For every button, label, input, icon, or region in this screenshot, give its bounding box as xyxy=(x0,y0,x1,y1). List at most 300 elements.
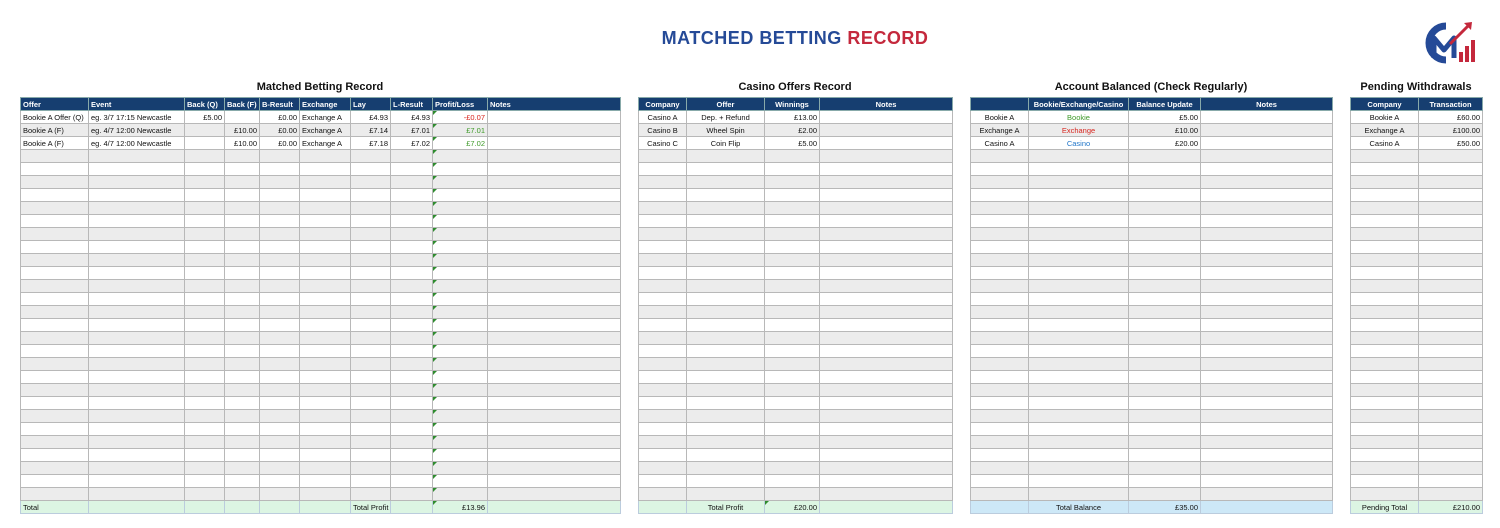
balance-cell[interactable] xyxy=(1129,319,1201,332)
betting-cell[interactable]: Exchange A xyxy=(300,124,351,137)
betting-cell[interactable] xyxy=(351,306,391,319)
balance-cell[interactable] xyxy=(1029,462,1129,475)
betting-cell[interactable] xyxy=(351,371,391,384)
betting-cell[interactable] xyxy=(89,280,185,293)
betting-cell[interactable] xyxy=(185,176,225,189)
casino-cell[interactable] xyxy=(639,280,687,293)
betting-cell[interactable] xyxy=(351,475,391,488)
casino-cell[interactable] xyxy=(687,371,765,384)
betting-cell[interactable] xyxy=(391,488,433,501)
balance-cell[interactable] xyxy=(971,254,1029,267)
betting-cell[interactable] xyxy=(351,241,391,254)
betting-cell[interactable] xyxy=(433,475,488,488)
balance-cell[interactable] xyxy=(1201,462,1333,475)
withdrawals-cell[interactable] xyxy=(1351,254,1419,267)
betting-cell[interactable]: £7.18 xyxy=(351,137,391,150)
casino-cell[interactable]: £13.00 xyxy=(765,111,820,124)
betting-cell[interactable] xyxy=(185,488,225,501)
betting-cell[interactable] xyxy=(433,319,488,332)
balance-cell[interactable] xyxy=(1201,332,1333,345)
betting-cell[interactable] xyxy=(21,228,89,241)
withdrawals-cell[interactable] xyxy=(1419,189,1483,202)
betting-cell[interactable] xyxy=(300,306,351,319)
betting-cell[interactable]: £7.02 xyxy=(391,137,433,150)
casino-cell[interactable] xyxy=(687,176,765,189)
betting-cell[interactable] xyxy=(225,384,260,397)
betting-cell[interactable] xyxy=(260,371,300,384)
betting-cell[interactable] xyxy=(488,150,621,163)
betting-cell[interactable] xyxy=(89,319,185,332)
balance-cell[interactable] xyxy=(971,488,1029,501)
betting-cell[interactable]: Bookie A Offer (Q) xyxy=(21,111,89,124)
betting-cell[interactable] xyxy=(225,280,260,293)
betting-cell[interactable] xyxy=(185,150,225,163)
betting-cell[interactable] xyxy=(89,436,185,449)
balance-cell[interactable] xyxy=(971,215,1029,228)
betting-cell[interactable] xyxy=(89,371,185,384)
betting-cell[interactable] xyxy=(21,189,89,202)
balance-cell[interactable] xyxy=(1201,137,1333,150)
betting-cell[interactable] xyxy=(300,267,351,280)
betting-cell[interactable] xyxy=(391,202,433,215)
casino-cell[interactable] xyxy=(820,228,953,241)
withdrawals-cell[interactable] xyxy=(1419,280,1483,293)
betting-cell[interactable] xyxy=(351,410,391,423)
casino-cell[interactable] xyxy=(687,254,765,267)
casino-cell[interactable]: £2.00 xyxy=(765,124,820,137)
balance-cell[interactable] xyxy=(971,358,1029,371)
betting-cell[interactable] xyxy=(351,163,391,176)
betting-cell[interactable] xyxy=(89,215,185,228)
casino-cell[interactable] xyxy=(687,436,765,449)
betting-cell[interactable]: £7.01 xyxy=(433,124,488,137)
balance-cell[interactable] xyxy=(1201,384,1333,397)
betting-cell[interactable] xyxy=(185,124,225,137)
betting-cell[interactable] xyxy=(225,306,260,319)
withdrawals-cell[interactable] xyxy=(1419,436,1483,449)
balance-cell[interactable] xyxy=(1129,306,1201,319)
balance-cell[interactable] xyxy=(1029,319,1129,332)
balance-cell[interactable] xyxy=(1129,371,1201,384)
withdrawals-cell[interactable]: Casino A xyxy=(1351,137,1419,150)
casino-cell[interactable]: Dep. + Refund xyxy=(687,111,765,124)
balance-cell[interactable] xyxy=(1129,228,1201,241)
balance-cell[interactable] xyxy=(1129,410,1201,423)
betting-cell[interactable] xyxy=(225,462,260,475)
betting-cell[interactable] xyxy=(89,423,185,436)
withdrawals-cell[interactable] xyxy=(1351,488,1419,501)
casino-cell[interactable] xyxy=(639,189,687,202)
betting-cell[interactable] xyxy=(260,475,300,488)
withdrawals-cell[interactable] xyxy=(1351,189,1419,202)
betting-cell[interactable] xyxy=(185,293,225,306)
balance-cell[interactable] xyxy=(1029,436,1129,449)
casino-cell[interactable] xyxy=(639,410,687,423)
balance-cell[interactable]: Bookie xyxy=(1029,111,1129,124)
betting-cell[interactable] xyxy=(391,462,433,475)
betting-cell[interactable] xyxy=(21,384,89,397)
betting-cell[interactable] xyxy=(225,319,260,332)
casino-cell[interactable] xyxy=(639,423,687,436)
betting-cell[interactable] xyxy=(300,332,351,345)
casino-cell[interactable] xyxy=(639,475,687,488)
betting-cell[interactable] xyxy=(260,319,300,332)
casino-cell[interactable] xyxy=(820,124,953,137)
betting-cell[interactable] xyxy=(89,254,185,267)
betting-cell[interactable] xyxy=(391,423,433,436)
casino-cell[interactable] xyxy=(639,436,687,449)
betting-cell[interactable] xyxy=(391,397,433,410)
betting-cell[interactable] xyxy=(260,384,300,397)
balance-cell[interactable] xyxy=(1029,488,1129,501)
betting-cell[interactable] xyxy=(260,267,300,280)
betting-cell[interactable] xyxy=(185,215,225,228)
betting-cell[interactable] xyxy=(391,215,433,228)
casino-cell[interactable] xyxy=(765,202,820,215)
betting-cell[interactable] xyxy=(351,202,391,215)
betting-cell[interactable] xyxy=(260,202,300,215)
balance-cell[interactable] xyxy=(1029,202,1129,215)
balance-cell[interactable] xyxy=(1201,488,1333,501)
betting-cell[interactable] xyxy=(225,254,260,267)
betting-cell[interactable] xyxy=(351,449,391,462)
betting-cell[interactable] xyxy=(185,436,225,449)
balance-cell[interactable] xyxy=(971,384,1029,397)
withdrawals-cell[interactable] xyxy=(1351,436,1419,449)
balance-cell[interactable] xyxy=(971,371,1029,384)
betting-cell[interactable] xyxy=(21,306,89,319)
casino-cell[interactable] xyxy=(687,189,765,202)
betting-cell[interactable] xyxy=(391,293,433,306)
balance-cell[interactable] xyxy=(1201,345,1333,358)
balance-cell[interactable] xyxy=(1201,189,1333,202)
balance-cell[interactable]: Exchange xyxy=(1029,124,1129,137)
balance-cell[interactable] xyxy=(1029,358,1129,371)
casino-cell[interactable] xyxy=(820,293,953,306)
betting-cell[interactable] xyxy=(260,163,300,176)
betting-cell[interactable] xyxy=(391,345,433,358)
betting-cell[interactable] xyxy=(89,306,185,319)
betting-cell[interactable] xyxy=(260,397,300,410)
betting-cell[interactable] xyxy=(21,488,89,501)
betting-cell[interactable] xyxy=(225,332,260,345)
betting-cell[interactable] xyxy=(260,462,300,475)
betting-cell[interactable] xyxy=(21,423,89,436)
betting-cell[interactable]: £0.00 xyxy=(260,124,300,137)
balance-cell[interactable] xyxy=(1129,462,1201,475)
betting-cell[interactable] xyxy=(225,423,260,436)
casino-cell[interactable] xyxy=(639,176,687,189)
balance-cell[interactable] xyxy=(1029,449,1129,462)
betting-cell[interactable] xyxy=(89,241,185,254)
betting-cell[interactable] xyxy=(391,228,433,241)
betting-cell[interactable]: Exchange A xyxy=(300,111,351,124)
casino-cell[interactable] xyxy=(765,254,820,267)
betting-cell[interactable] xyxy=(225,176,260,189)
betting-cell[interactable] xyxy=(185,449,225,462)
betting-cell[interactable] xyxy=(391,410,433,423)
betting-cell[interactable] xyxy=(225,410,260,423)
balance-cell[interactable] xyxy=(1201,111,1333,124)
betting-cell[interactable]: £10.00 xyxy=(225,124,260,137)
balance-cell[interactable] xyxy=(1201,150,1333,163)
betting-cell[interactable] xyxy=(225,111,260,124)
casino-cell[interactable]: £5.00 xyxy=(765,137,820,150)
betting-cell[interactable] xyxy=(225,345,260,358)
betting-cell[interactable] xyxy=(488,488,621,501)
betting-cell[interactable] xyxy=(351,345,391,358)
betting-cell[interactable] xyxy=(433,306,488,319)
betting-cell[interactable] xyxy=(488,163,621,176)
betting-cell[interactable] xyxy=(225,267,260,280)
betting-cell[interactable] xyxy=(300,150,351,163)
betting-cell[interactable] xyxy=(488,137,621,150)
betting-cell[interactable] xyxy=(185,345,225,358)
withdrawals-cell[interactable] xyxy=(1419,332,1483,345)
balance-cell[interactable] xyxy=(1029,397,1129,410)
casino-cell[interactable] xyxy=(765,163,820,176)
betting-cell[interactable] xyxy=(351,332,391,345)
betting-cell[interactable] xyxy=(300,488,351,501)
betting-cell[interactable] xyxy=(488,215,621,228)
betting-cell[interactable] xyxy=(260,410,300,423)
withdrawals-cell[interactable] xyxy=(1351,215,1419,228)
betting-cell[interactable] xyxy=(21,410,89,423)
betting-cell[interactable] xyxy=(260,449,300,462)
casino-cell[interactable] xyxy=(765,384,820,397)
balance-cell[interactable] xyxy=(1201,371,1333,384)
betting-cell[interactable] xyxy=(351,397,391,410)
balance-cell[interactable]: £10.00 xyxy=(1129,124,1201,137)
betting-cell[interactable] xyxy=(21,241,89,254)
betting-cell[interactable] xyxy=(488,189,621,202)
balance-cell[interactable] xyxy=(1129,358,1201,371)
casino-cell[interactable] xyxy=(820,397,953,410)
balance-cell[interactable] xyxy=(971,306,1029,319)
withdrawals-cell[interactable] xyxy=(1419,371,1483,384)
casino-cell[interactable] xyxy=(687,228,765,241)
betting-cell[interactable] xyxy=(225,163,260,176)
betting-cell[interactable] xyxy=(351,319,391,332)
betting-cell[interactable] xyxy=(89,150,185,163)
withdrawals-cell[interactable] xyxy=(1419,462,1483,475)
betting-cell[interactable] xyxy=(185,241,225,254)
balance-cell[interactable]: Casino A xyxy=(971,137,1029,150)
casino-cell[interactable] xyxy=(687,410,765,423)
betting-cell[interactable] xyxy=(260,358,300,371)
withdrawals-cell[interactable] xyxy=(1351,384,1419,397)
betting-cell[interactable] xyxy=(89,293,185,306)
balance-cell[interactable] xyxy=(971,228,1029,241)
betting-cell[interactable] xyxy=(21,475,89,488)
betting-cell[interactable] xyxy=(391,384,433,397)
casino-cell[interactable] xyxy=(765,332,820,345)
balance-cell[interactable] xyxy=(1201,202,1333,215)
betting-cell[interactable] xyxy=(21,254,89,267)
balance-cell[interactable] xyxy=(1129,449,1201,462)
betting-cell[interactable] xyxy=(488,293,621,306)
betting-cell[interactable] xyxy=(488,423,621,436)
betting-cell[interactable] xyxy=(488,449,621,462)
casino-cell[interactable] xyxy=(639,345,687,358)
betting-cell[interactable] xyxy=(185,228,225,241)
withdrawals-cell[interactable] xyxy=(1419,176,1483,189)
casino-cell[interactable] xyxy=(820,202,953,215)
betting-cell[interactable] xyxy=(89,488,185,501)
balance-cell[interactable] xyxy=(1029,293,1129,306)
betting-cell[interactable] xyxy=(433,163,488,176)
betting-cell[interactable] xyxy=(433,358,488,371)
betting-cell[interactable] xyxy=(300,397,351,410)
betting-cell[interactable] xyxy=(185,306,225,319)
withdrawals-cell[interactable] xyxy=(1351,293,1419,306)
balance-cell[interactable] xyxy=(1029,163,1129,176)
betting-cell[interactable] xyxy=(433,241,488,254)
withdrawals-cell[interactable] xyxy=(1419,449,1483,462)
betting-cell[interactable] xyxy=(300,280,351,293)
betting-cell[interactable] xyxy=(391,241,433,254)
betting-cell[interactable] xyxy=(351,176,391,189)
withdrawals-cell[interactable] xyxy=(1419,241,1483,254)
casino-cell[interactable] xyxy=(765,436,820,449)
betting-cell[interactable] xyxy=(260,293,300,306)
balance-cell[interactable] xyxy=(1129,475,1201,488)
casino-cell[interactable] xyxy=(820,449,953,462)
casino-cell[interactable] xyxy=(639,215,687,228)
betting-cell[interactable] xyxy=(225,397,260,410)
betting-cell[interactable] xyxy=(300,202,351,215)
balance-cell[interactable] xyxy=(971,150,1029,163)
casino-cell[interactable] xyxy=(687,267,765,280)
betting-cell[interactable] xyxy=(351,267,391,280)
betting-cell[interactable] xyxy=(433,189,488,202)
casino-cell[interactable]: Wheel Spin xyxy=(687,124,765,137)
betting-cell[interactable] xyxy=(351,358,391,371)
betting-cell[interactable] xyxy=(391,163,433,176)
casino-cell[interactable] xyxy=(639,202,687,215)
betting-cell[interactable] xyxy=(300,384,351,397)
withdrawals-cell[interactable]: Bookie A xyxy=(1351,111,1419,124)
withdrawals-cell[interactable] xyxy=(1419,488,1483,501)
balance-cell[interactable]: Bookie A xyxy=(971,111,1029,124)
betting-cell[interactable] xyxy=(433,410,488,423)
betting-cell[interactable] xyxy=(488,462,621,475)
betting-cell[interactable] xyxy=(488,319,621,332)
casino-cell[interactable] xyxy=(639,488,687,501)
balance-cell[interactable] xyxy=(1201,293,1333,306)
balance-cell[interactable] xyxy=(1129,189,1201,202)
betting-cell[interactable] xyxy=(488,254,621,267)
balance-cell[interactable] xyxy=(971,449,1029,462)
withdrawals-cell[interactable] xyxy=(1419,384,1483,397)
balance-cell[interactable] xyxy=(1201,475,1333,488)
betting-cell[interactable] xyxy=(225,228,260,241)
betting-cell[interactable] xyxy=(300,371,351,384)
betting-cell[interactable] xyxy=(21,462,89,475)
betting-cell[interactable] xyxy=(21,280,89,293)
balance-cell[interactable] xyxy=(971,319,1029,332)
betting-cell[interactable] xyxy=(21,332,89,345)
balance-cell[interactable] xyxy=(971,293,1029,306)
betting-cell[interactable] xyxy=(89,176,185,189)
betting-cell[interactable] xyxy=(433,280,488,293)
betting-cell[interactable]: Bookie A (F) xyxy=(21,137,89,150)
betting-cell[interactable] xyxy=(21,436,89,449)
betting-cell[interactable] xyxy=(21,267,89,280)
betting-cell[interactable] xyxy=(351,488,391,501)
casino-cell[interactable] xyxy=(765,397,820,410)
balance-cell[interactable] xyxy=(1029,267,1129,280)
casino-cell[interactable] xyxy=(765,228,820,241)
withdrawals-cell[interactable] xyxy=(1419,254,1483,267)
betting-cell[interactable] xyxy=(488,397,621,410)
betting-cell[interactable] xyxy=(433,215,488,228)
betting-cell[interactable] xyxy=(391,150,433,163)
casino-cell[interactable] xyxy=(820,319,953,332)
betting-cell[interactable] xyxy=(300,293,351,306)
betting-cell[interactable] xyxy=(300,449,351,462)
casino-cell[interactable] xyxy=(687,462,765,475)
betting-cell[interactable] xyxy=(185,462,225,475)
casino-cell[interactable] xyxy=(820,150,953,163)
betting-cell[interactable] xyxy=(488,202,621,215)
betting-cell[interactable] xyxy=(89,397,185,410)
betting-cell[interactable] xyxy=(391,449,433,462)
balance-cell[interactable] xyxy=(1201,306,1333,319)
betting-cell[interactable] xyxy=(89,410,185,423)
betting-cell[interactable] xyxy=(391,306,433,319)
betting-cell[interactable] xyxy=(488,436,621,449)
casino-cell[interactable] xyxy=(639,306,687,319)
balance-cell[interactable] xyxy=(1029,371,1129,384)
balance-cell[interactable] xyxy=(971,280,1029,293)
casino-cell[interactable] xyxy=(687,280,765,293)
betting-cell[interactable] xyxy=(300,176,351,189)
betting-cell[interactable] xyxy=(225,371,260,384)
betting-cell[interactable]: eg. 4/7 12:00 Newcastle xyxy=(89,124,185,137)
casino-cell[interactable] xyxy=(687,358,765,371)
betting-cell[interactable] xyxy=(391,358,433,371)
casino-cell[interactable] xyxy=(820,176,953,189)
balance-cell[interactable] xyxy=(1201,254,1333,267)
withdrawals-cell[interactable] xyxy=(1419,163,1483,176)
betting-cell[interactable] xyxy=(260,176,300,189)
balance-cell[interactable] xyxy=(1129,267,1201,280)
casino-cell[interactable] xyxy=(687,397,765,410)
balance-cell[interactable] xyxy=(1201,358,1333,371)
balance-cell[interactable] xyxy=(1029,306,1129,319)
withdrawals-cell[interactable] xyxy=(1351,371,1419,384)
balance-cell[interactable] xyxy=(1201,267,1333,280)
betting-cell[interactable] xyxy=(300,228,351,241)
betting-cell[interactable] xyxy=(260,150,300,163)
betting-cell[interactable] xyxy=(89,163,185,176)
betting-cell[interactable] xyxy=(225,436,260,449)
betting-cell[interactable]: £5.00 xyxy=(185,111,225,124)
casino-cell[interactable] xyxy=(687,241,765,254)
casino-cell[interactable] xyxy=(820,475,953,488)
withdrawals-cell[interactable] xyxy=(1351,163,1419,176)
withdrawals-cell[interactable] xyxy=(1419,358,1483,371)
withdrawals-cell[interactable] xyxy=(1351,228,1419,241)
casino-cell[interactable] xyxy=(820,410,953,423)
casino-cell[interactable] xyxy=(765,293,820,306)
betting-cell[interactable] xyxy=(21,215,89,228)
betting-cell[interactable] xyxy=(185,371,225,384)
betting-cell[interactable] xyxy=(89,202,185,215)
casino-cell[interactable] xyxy=(765,410,820,423)
balance-cell[interactable] xyxy=(1129,436,1201,449)
